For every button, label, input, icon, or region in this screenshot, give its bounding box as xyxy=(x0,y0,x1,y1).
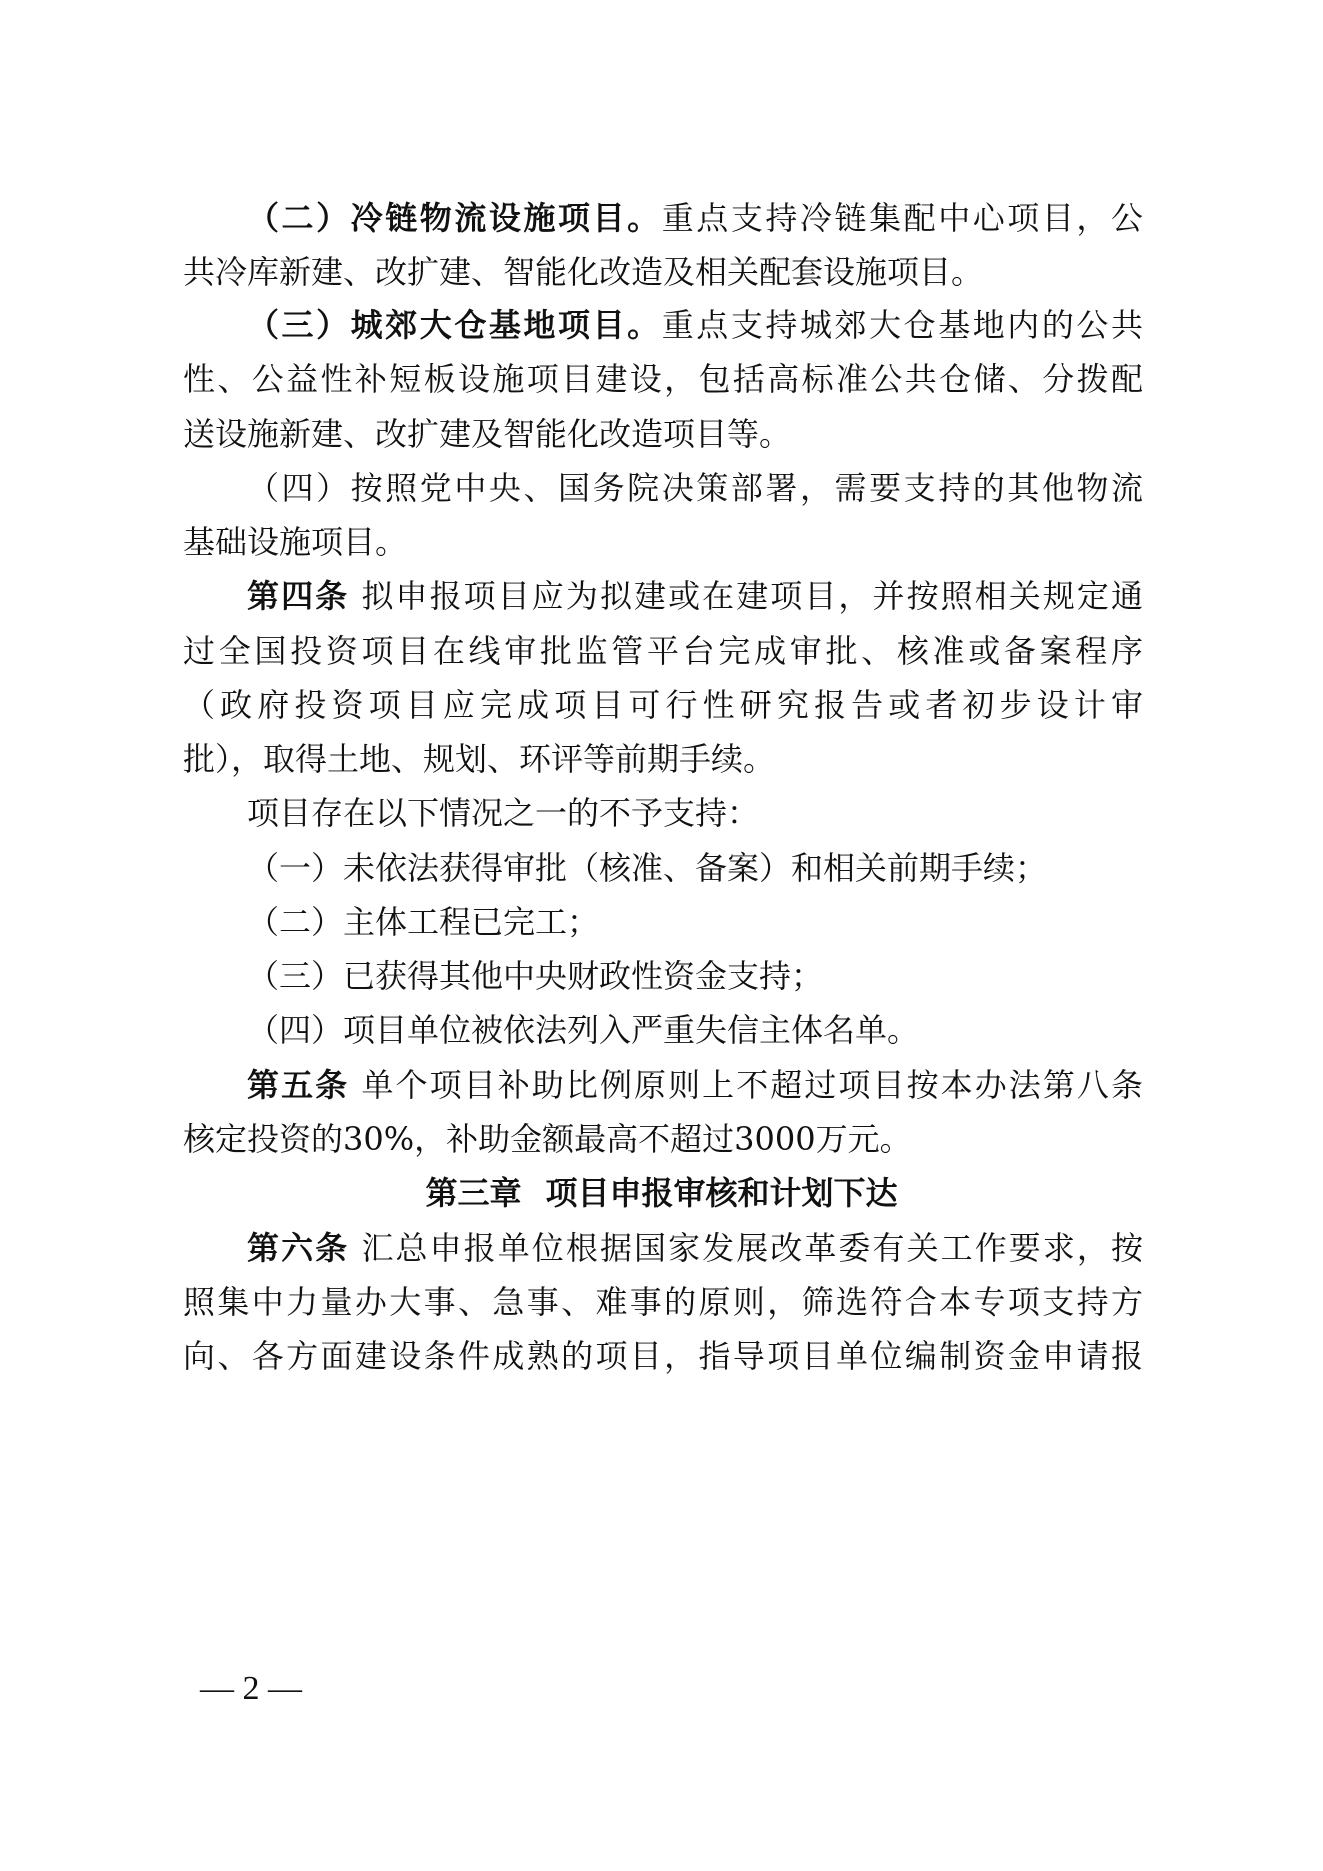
paragraph-line xyxy=(247,468,1143,508)
chapter-title: 项目申报审核和计划下达 xyxy=(545,1174,898,1212)
article-heading: 第六条 xyxy=(247,1229,350,1267)
line-text: （三）已获得其他中央财政性资金支持； xyxy=(247,957,824,995)
paragraph-line xyxy=(183,252,1143,292)
line-text: 单个项目补助比例原则上不超过项目按本办法第八条 xyxy=(349,1066,1143,1104)
paragraph-line xyxy=(183,1336,1143,1376)
line-text: 基础设施项目。 xyxy=(183,523,408,561)
article-heading: 第四条 xyxy=(247,577,350,615)
line-text: （四）按照党中央、国务院决策部署，需要支持的其他物流 xyxy=(247,469,1143,507)
line-text: 重点支持冷链集配中心项目，公 xyxy=(661,199,1143,237)
article-heading: 第五条 xyxy=(247,1066,350,1104)
line-text: 性、公益性补短板设施项目建设，包括高标准公共仓储、分拨配 xyxy=(183,360,1143,398)
paragraph-line xyxy=(183,414,1143,454)
line-text: 核定投资的30%，补助金额最高不超过3000万元。 xyxy=(183,1120,912,1158)
line-text: 过全国投资项目在线审批监管平台完成审批、核准或备案程序 xyxy=(183,632,1143,670)
paragraph-line xyxy=(183,1119,1143,1159)
paragraph-line xyxy=(183,1282,1143,1322)
list-item xyxy=(247,848,1143,888)
line-text: 送设施新建、改扩建及智能化改造项目等。 xyxy=(183,415,792,453)
line-text: （一）未依法获得审批（核准、备案）和相关前期手续； xyxy=(247,849,1048,887)
line-text: 照集中力量办大事、急事、难事的原则，筛选符合本专项支持方 xyxy=(183,1283,1143,1321)
chapter-heading xyxy=(0,1173,1323,1213)
page-number: — 2 — xyxy=(200,1670,302,1707)
item-heading: （三）城郊大仓基地项目。 xyxy=(247,306,662,344)
paragraph-line xyxy=(247,1065,1143,1105)
line-text: （二）主体工程已完工； xyxy=(247,903,600,941)
line-text: （四）项目单位被依法列入严重失信主体名单。 xyxy=(247,1011,920,1049)
list-item xyxy=(247,956,1143,996)
paragraph-line xyxy=(183,522,1143,562)
paragraph-line xyxy=(247,305,1143,345)
item-heading: （二）冷链物流设施项目。 xyxy=(247,199,662,237)
list-item xyxy=(247,1010,1143,1050)
line-text: （政府投资项目应完成项目可行性研究报告或者初步设计审 xyxy=(183,686,1143,724)
paragraph-line xyxy=(247,1228,1143,1268)
paragraph-line xyxy=(183,359,1143,399)
line-text: 共冷库新建、改扩建、智能化改造及相关配套设施项目。 xyxy=(183,253,984,291)
line-text: 项目存在以下情况之一的不予支持： xyxy=(247,794,760,832)
line-text: 向、各方面建设条件成熟的项目，指导项目单位编制资金申请报 xyxy=(183,1337,1143,1375)
paragraph-line xyxy=(247,576,1143,616)
paragraph-line xyxy=(183,631,1143,671)
paragraph-line xyxy=(247,793,1143,833)
paragraph-line xyxy=(247,198,1143,238)
line-text: 批），取得土地、规划、环评等前期手续。 xyxy=(183,740,776,778)
paragraph-line xyxy=(183,685,1143,725)
paragraph-line xyxy=(183,739,1143,779)
list-item xyxy=(247,902,1143,942)
line-text: 汇总申报单位根据国家发展改革委有关工作要求，按 xyxy=(349,1229,1143,1267)
line-text: 重点支持城郊大仓基地内的公共 xyxy=(661,306,1143,344)
line-text: 拟申报项目应为拟建或在建项目，并按照相关规定通 xyxy=(349,577,1143,615)
chapter-number: 第三章 xyxy=(425,1174,522,1212)
